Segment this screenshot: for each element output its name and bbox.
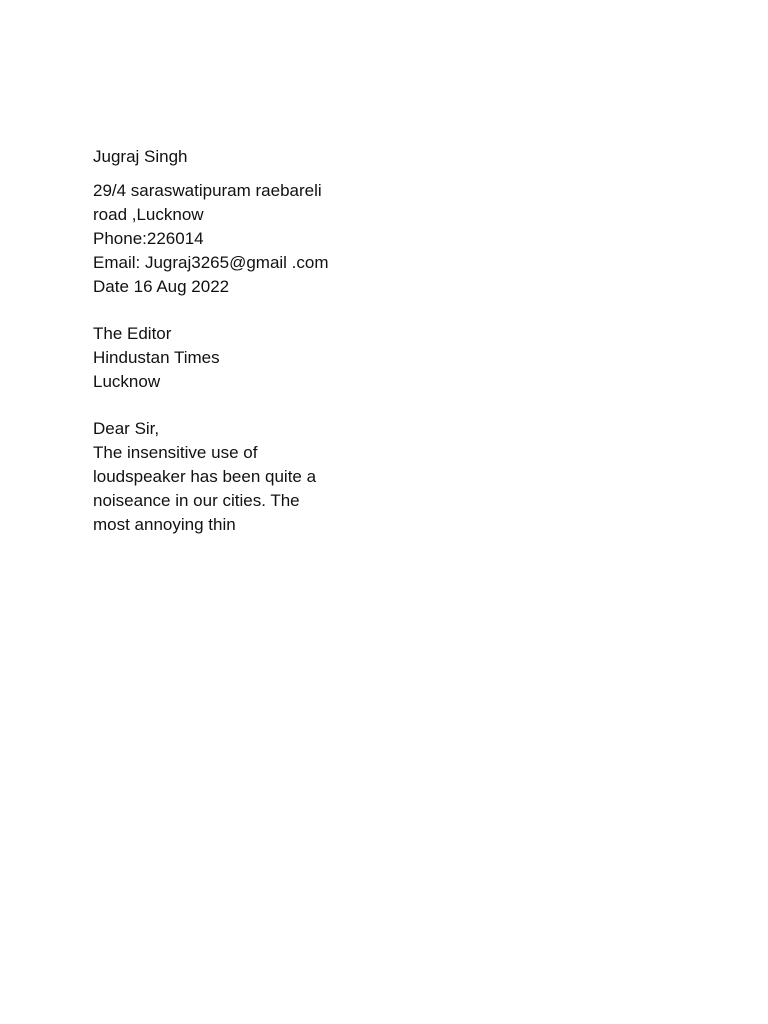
letter — [93, 145, 393, 537]
phone-line: Phone:226014 — [93, 229, 204, 248]
body-line: The insensitive use of — [93, 443, 258, 462]
address-line: 29/4 saraswatipuram raebareli — [93, 181, 322, 200]
letter-body — [93, 417, 393, 537]
body-line: most annoying thin — [93, 515, 236, 534]
recipient-line: The Editor — [93, 324, 172, 343]
recipient-address-block — [93, 322, 393, 394]
address-line: road ,Lucknow — [93, 205, 204, 224]
body-line: noiseance in our cities. The — [93, 491, 300, 510]
email-line: Email: Jugraj3265@gmail .com — [93, 253, 329, 272]
body-line: loudspeaker has been quite a — [93, 467, 317, 486]
recipient-line: Lucknow — [93, 372, 161, 391]
salutation: Dear Sir, — [93, 419, 160, 438]
recipient-line: Hindustan Times — [93, 348, 220, 367]
date-line: Date 16 Aug 2022 — [93, 277, 230, 296]
sender-address-block — [93, 179, 393, 299]
sender-name: Jugraj Singh — [93, 147, 188, 166]
